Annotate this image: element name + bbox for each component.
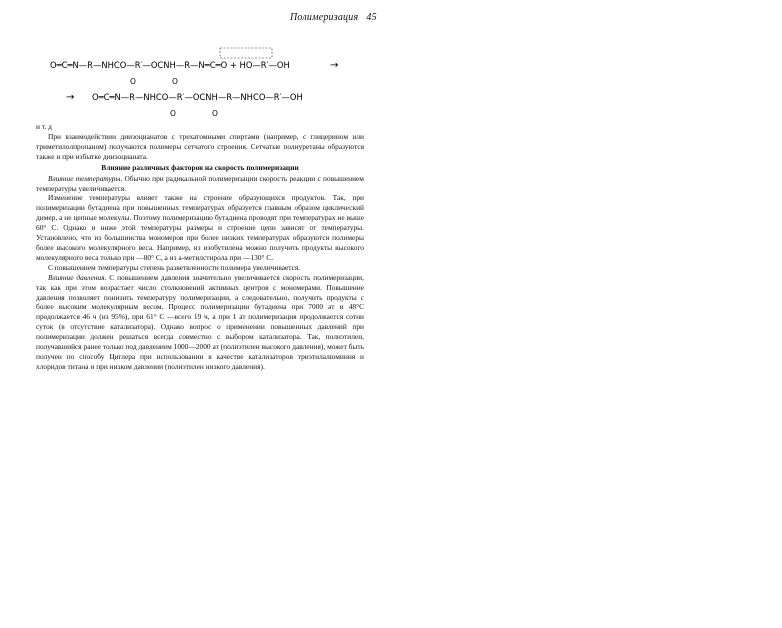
paragraph-1: При взаимодействии диизоцианатов с трехатомными спиртами (например, с глицерином или триметилолпропаном) получаются полимеры сетчатого строения. Сетчатые полиуретаны образуются также и при избытке диизоцианата. [36,131,364,161]
paragraph-5-lead: Влияние давления. [48,272,107,282]
page-number: 45 [366,12,377,23]
paragraph-2-text: Обычно при радикальной полимеризации скорость реакции с повышением температуры увеличивается. [36,173,364,193]
section-heading: Влияние различных факторов на скорость полимеризации [101,162,299,172]
formula-line1-o2: O [172,77,178,86]
paragraph-5-text: С повышением давления значительно увеличивается скорость полимеризации, так как при этом возрастает число столкновений активных центров с мономерами. Повышение давления позволяет понизить температуру полимеризации, а следовательно, получить продукты с более высоким молекулярным весом. Процесс полимеризации бутадиена при 7000 ат и 48°С продолжается 46 ч (из 95%), при 61° С —всего 19 ч, а при 1 ат полимеризация продолжается сотни суток (в отсутствие катализатора). Однако вопрос о применении повышенных давлений при полимеризации должен решаться всегда совместно с выбором катализатора. Так, полиэтилен, получавшийся ранее только под давлением 1000—2000 ат (полиэтилен высокого давления), может быть получен по способу Циглера при использовании в качестве катализаторов триэтилалюминия и хлоридов титана и при низком давлении (полиэтилен низкого давления). [36,272,364,371]
page-body [36,122,364,372]
formula-line-2: O═C═N—R—NHCO—R′—OCNH—R—NHCO—R′—OH [92,92,303,102]
running-title: Полимеризация [290,12,359,23]
formula-bracket [220,48,272,58]
formula-line2-o2: O [212,109,218,118]
formula-line1-o1: O [130,77,136,86]
running-header [290,12,377,23]
chemical-formula [40,40,370,120]
formula-arrow-1: → [330,60,339,71]
paragraph-3: Изменение температуры влияет также на строение образующихся продуктов. Так, при полимеризации бутадиена при повышенных температурах образуется главным образом циклический димер, а не цепные молекулы. Поэтому полимеризацию бутадиена проводят при температурах не выше 60° С. Однако и ниже этой температуры размеры и строение цепи зависят от температуры. Установлено, что из большинства мономеров при более низких температурах образуются полимеры более высокого молекулярного веса. Например, из изобутилена можно получить продукты высокого молекулярного веса только при —80° С, а из а-метилстирола при —130° С. [36,193,364,262]
paragraph-5 [36,273,364,372]
intro-line: и т. д [36,122,52,131]
paragraph-2 [36,174,364,194]
formula-line2-o1: O [170,109,176,118]
paragraph-2-lead: Влияние температуры. [48,173,123,183]
paragraph-4: С повышением температуры степень разветвленности полимера увеличивается. [48,262,301,272]
formula-line-1: O═C═N—R—NHCO—R′—OCNH—R—N═C═O + HO—R′—OH [50,60,290,70]
formula-arrow-2: → [66,92,75,103]
